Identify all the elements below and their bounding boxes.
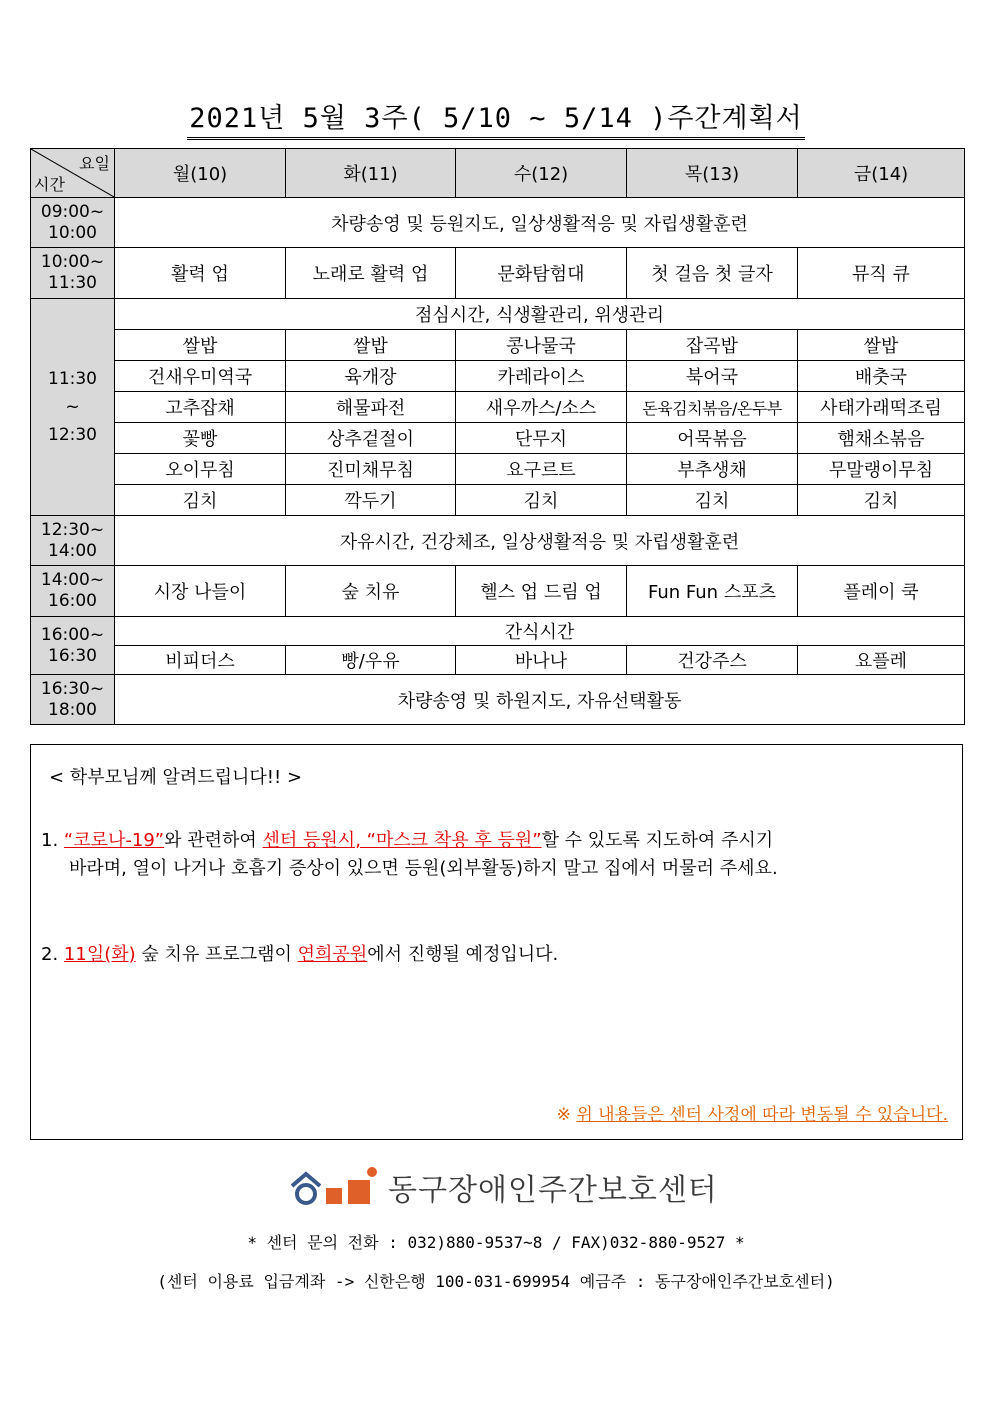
snack-cell: 바나나 [456, 646, 627, 675]
activity-cell: 플레이 쿡 [798, 566, 965, 617]
day-header: 금(14) [798, 149, 965, 198]
meal-cell: 쌀밥 [115, 330, 286, 361]
highlight-text: “코로나-19” [63, 830, 165, 851]
row-afternoon-free [31, 516, 965, 566]
corner-time-label: 시간 [34, 175, 65, 194]
notice-text: 와 관련하여 [164, 830, 263, 851]
meal-cell: 쌀밥 [286, 330, 456, 361]
time-cell: 14:00~ 16:00 [31, 566, 115, 617]
weekly-plan-table [30, 148, 965, 725]
meal-cell: 쌀밥 [798, 330, 965, 361]
parent-notice-box [30, 744, 963, 1140]
meal-row [31, 485, 965, 516]
time-cell: 11:30 ~ 12:30 [31, 299, 115, 516]
time-cell: 12:30~ 14:00 [31, 516, 115, 566]
meal-cell: 김치 [627, 485, 798, 516]
meal-cell: 김치 [798, 485, 965, 516]
notice-text: 할 수 있도록 지도하여 주시기 [541, 830, 774, 851]
notice-text: 에서 진행될 예정입니다. [367, 944, 559, 965]
meal-cell: 깍두기 [286, 485, 456, 516]
item-number: 1. [41, 830, 59, 851]
snack-cell: 빵/우유 [286, 646, 456, 675]
time-cell: 16:00~ 16:30 [31, 617, 115, 675]
day-header: 월(10) [115, 149, 286, 198]
notice-footnote [557, 1100, 948, 1125]
notice-text: 바라며, 열이 나거나 호흡기 증상이 있으면 등원(외부활동)하지 말고 집에서 머물러 주세요. [69, 858, 778, 879]
notice-item-1 [41, 827, 778, 883]
highlight-text: 11일(화) [63, 944, 136, 965]
activity-cell: 차량송영 및 하원지도, 자유선택활동 [115, 675, 965, 725]
meal-cell: 북어국 [627, 361, 798, 392]
corner-day-label: 요일 [79, 154, 110, 173]
meal-cell: 사태가래떡조림 [798, 392, 965, 423]
meal-cell: 육개장 [286, 361, 456, 392]
meal-row [31, 330, 965, 361]
row-departure [31, 675, 965, 725]
activity-cell: 숲 치유 [286, 566, 456, 617]
meal-cell: 해물파전 [286, 392, 456, 423]
meal-row [31, 392, 965, 423]
day-header: 화(11) [286, 149, 456, 198]
time-cell: 16:30~ 18:00 [31, 675, 115, 725]
meal-cell: 무말랭이무침 [798, 454, 965, 485]
row-morning-program [31, 248, 965, 299]
row-morning-arrival [31, 198, 965, 248]
center-logo [290, 1162, 718, 1212]
meal-cell: 카레라이스 [456, 361, 627, 392]
row-afternoon-program [31, 566, 965, 617]
corner-cell [31, 149, 115, 198]
meal-row [31, 454, 965, 485]
page-title-wrap [0, 96, 992, 140]
row-lunch-title [31, 299, 965, 330]
meal-cell: 잡곡밥 [627, 330, 798, 361]
logo-icon [290, 1164, 380, 1210]
meal-row [31, 423, 965, 454]
day-header: 수(12) [456, 149, 627, 198]
time-cell: 09:00~ 10:00 [31, 198, 115, 248]
row-snack-title [31, 617, 965, 646]
meal-cell: 김치 [115, 485, 286, 516]
account-info: (센터 이용료 입금계좌 -> 신한은행 100-031-699954 예금주 : 동구장애인주간보호센터) [157, 1272, 835, 1291]
meal-cell: 진미채무침 [286, 454, 456, 485]
highlight-text: 센터 등원시, “마스크 착용 후 등원” [262, 830, 542, 851]
time-cell: 10:00~ 11:30 [31, 248, 115, 299]
meal-cell: 배춧국 [798, 361, 965, 392]
activity-cell: 문화탐험대 [456, 248, 627, 299]
activity-cell: 활력 업 [115, 248, 286, 299]
item-number: 2. [41, 944, 59, 965]
meal-cell: 콩나물국 [456, 330, 627, 361]
notice-item-2 [41, 941, 558, 969]
meal-row [31, 361, 965, 392]
row-snack-items [31, 646, 965, 675]
meal-cell: 요구르트 [456, 454, 627, 485]
activity-cell: 점심시간, 식생활관리, 위생관리 [115, 299, 965, 330]
activity-cell: 헬스 업 드림 업 [456, 566, 627, 617]
meal-cell: 건새우미역국 [115, 361, 286, 392]
meal-cell: 부추생채 [627, 454, 798, 485]
meal-cell: 김치 [456, 485, 627, 516]
activity-cell: Fun Fun 스포츠 [627, 566, 798, 617]
page-title: 2021년 5월 3주( 5/10 ~ 5/14 )주간계획서 [187, 96, 805, 140]
meal-cell: 꽃빵 [115, 423, 286, 454]
meal-cell: 돈육김치볶음/온두부 [627, 392, 798, 423]
meal-cell: 햄채소볶음 [798, 423, 965, 454]
activity-cell: 차량송영 및 등원지도, 일상생활적응 및 자립생활훈련 [115, 198, 965, 248]
header-row [31, 149, 965, 198]
meal-cell: 오이무침 [115, 454, 286, 485]
meal-cell: 상추겉절이 [286, 423, 456, 454]
meal-cell: 어묵볶음 [627, 423, 798, 454]
notice-heading: < 학부모님께 알려드립니다!! > [49, 767, 303, 788]
meal-cell: 고추잡채 [115, 392, 286, 423]
activity-cell: 시장 나들이 [115, 566, 286, 617]
activity-cell: 간식시간 [115, 617, 965, 646]
footnote-text: 위 내용들은 센터 사정에 따라 변동될 수 있습니다. [576, 1105, 948, 1125]
meal-cell: 새우까스/소스 [456, 392, 627, 423]
meal-cell: 단무지 [456, 423, 627, 454]
activity-cell: 첫 걸음 첫 글자 [627, 248, 798, 299]
contact-info: * 센터 문의 전화 : 032)880-9537~8 / FAX)032-880-9527 * [247, 1233, 745, 1252]
center-name: 동구장애인주간보호센터 [388, 1173, 718, 1208]
activity-cell: 자유시간, 건강체조, 일상생활적응 및 자립생활훈련 [115, 516, 965, 566]
snack-cell: 요플레 [798, 646, 965, 675]
notice-text: 숲 치유 프로그램이 [135, 944, 298, 965]
reference-mark: ※ [556, 1105, 577, 1125]
activity-cell: 노래로 활력 업 [286, 248, 456, 299]
snack-cell: 비피더스 [115, 646, 286, 675]
day-header: 목(13) [627, 149, 798, 198]
activity-cell: 뮤직 큐 [798, 248, 965, 299]
snack-cell: 건강주스 [627, 646, 798, 675]
highlight-text: 연희공원 [297, 944, 368, 965]
